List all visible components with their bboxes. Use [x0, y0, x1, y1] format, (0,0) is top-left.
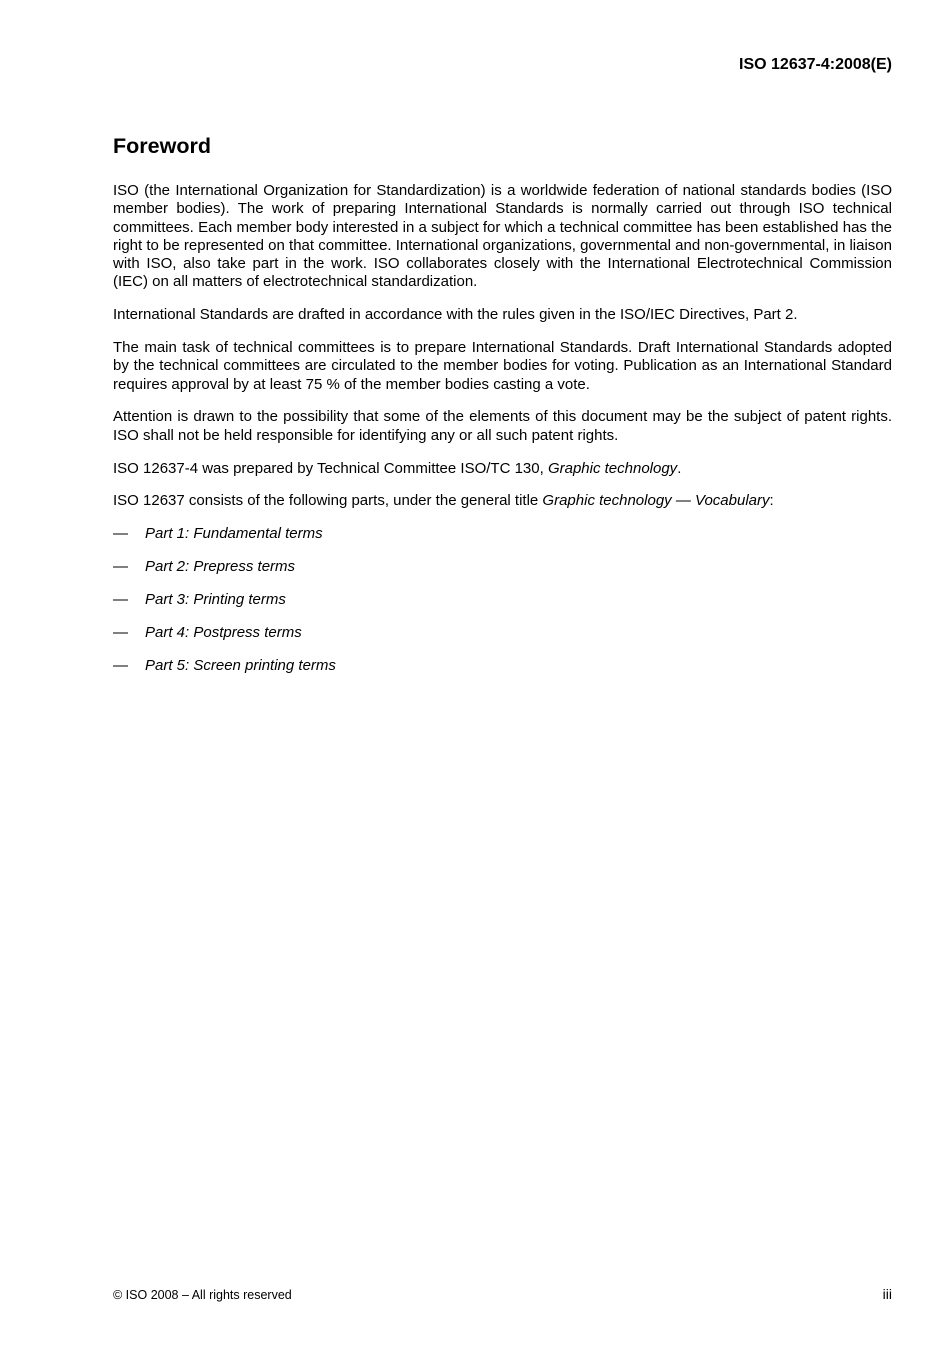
paragraph-directives: International Standards are drafted in accordance with the rules given in the ISO/IEC Directives, Part 2.: [113, 306, 798, 324]
parts-intro-text: ISO 12637 consists of the following parts, under the general title: [113, 492, 543, 510]
list-item: [113, 591, 892, 609]
paragraph-patent-rights: Attention is drawn to the possibility that some of the elements of this document may be the subject of patent rights. ISO shall not be held responsible for identifying any or all such patent rights.: [113, 408, 892, 444]
document-id: ISO 12637-4:2008(E): [739, 56, 892, 73]
page-title: Foreword: [113, 134, 211, 158]
part-label: Part 4: Postpress terms: [145, 623, 302, 641]
parts-list: [113, 525, 892, 675]
parts-intro-end: :: [769, 492, 774, 510]
general-title: Graphic technology — Vocabulary: [542, 492, 770, 510]
prepared-by-text: ISO 12637-4 was prepared by Technical Committee ISO/TC 130,: [113, 459, 548, 477]
paragraph-committee-task: The main task of technical committees is to prepare International Standards. Draft International Standards adopted by the technical committees are circulated to the member bodies for voting. Publication as an International Standard requires approval by at least 75 % of the member bodies casting a vote.: [113, 339, 892, 393]
prepared-by-end: .: [677, 459, 682, 477]
copyright-notice: © ISO 2008 – All rights reserved: [113, 1288, 292, 1302]
list-dash: —: [113, 525, 128, 543]
paragraph-iso-intro: ISO (the International Organization for Standardization) is a worldwide federation of national standards bodies (ISO member bodies). The work of preparing International Standards is normally carried out through ISO technical committees. Each member body interested in a subject for which a technical committee has been established has the right to be represented on that committee. International organizations, governmental and non-governmental, in liaison with ISO, also take part in the work. ISO collaborates closely with the International Electrotechnical Commission (IEC) on all matters of electrotechnical standardization.: [113, 182, 892, 291]
foreword-body: [113, 182, 892, 690]
list-item: [113, 624, 892, 642]
part-label: Part 2: Prepress terms: [145, 558, 296, 576]
paragraph-parts-intro: [113, 492, 892, 510]
list-item: [113, 558, 892, 576]
list-item: [113, 525, 892, 543]
list-dash: —: [113, 558, 128, 576]
page-number: iii: [882, 1286, 892, 1302]
part-label: Part 5: Screen printing terms: [145, 656, 336, 674]
list-dash: —: [113, 656, 128, 674]
list-item: [113, 657, 892, 675]
part-label: Part 1: Fundamental terms: [145, 525, 323, 543]
paragraph-prepared-by: [113, 460, 892, 478]
list-dash: —: [113, 590, 128, 608]
committee-title: Graphic technology: [547, 459, 678, 477]
part-label: Part 3: Printing terms: [145, 590, 286, 608]
list-dash: —: [113, 623, 128, 641]
